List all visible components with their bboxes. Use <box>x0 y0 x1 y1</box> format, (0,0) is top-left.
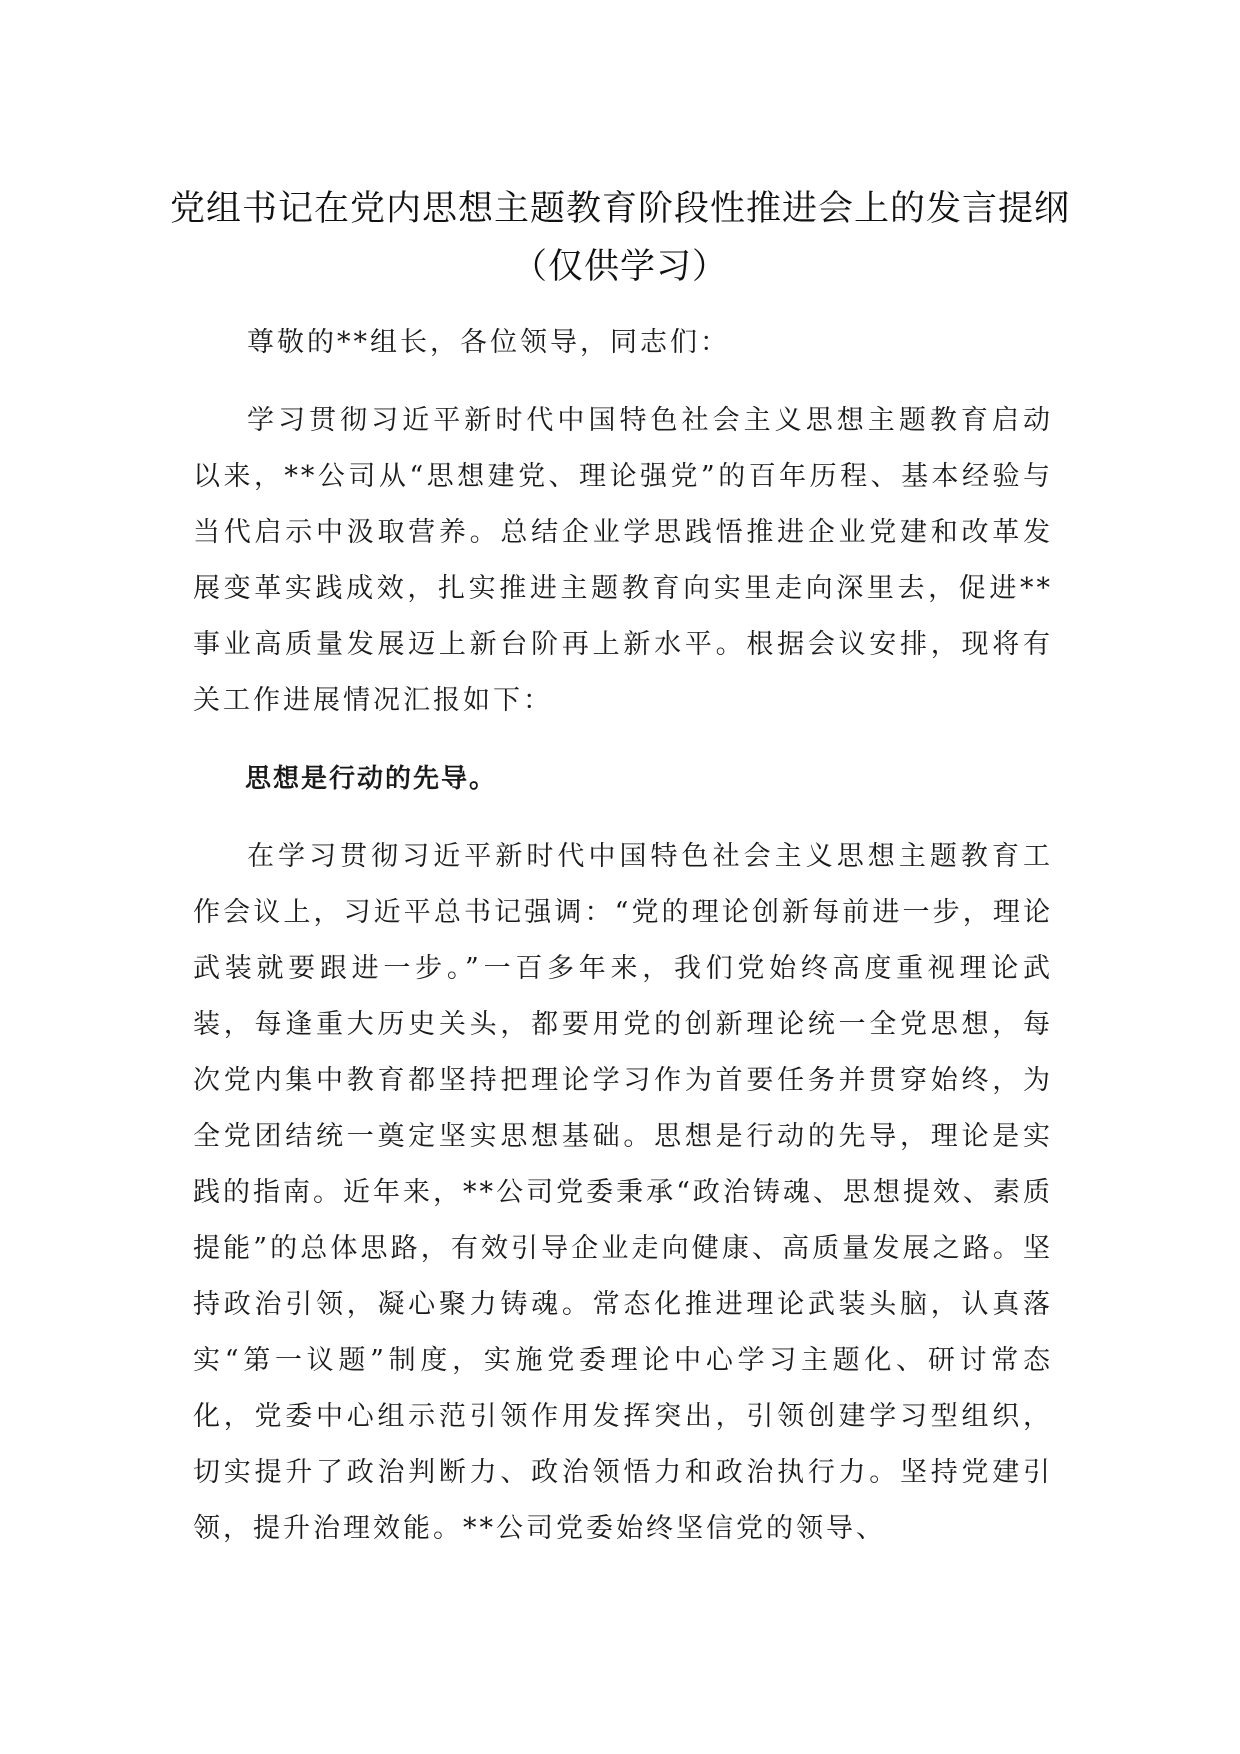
salutation: 尊敬的**组长，各位领导，同志们： <box>247 327 730 358</box>
paragraph-body: 在学习贯彻习近平新时代中国特色社会主义思想主题教育工作会议上，习近平总书记强调：“党的理论创新每前进一步，理论武装就要跟进一步。”一百多年来，我们党始终高度重视理论武装，每逢重大历史关头，都要用党的创新理论统一全党思想，每次党内集中教育都坚持把理论学习作为首要任务并贯穿始终，为全党团结统一奠定坚实思想基础。思想是行动的先导，理论是实践的指南。近年来，**公司党委秉承“政治铸魂、思想提效、素质提能”的总体思路，有效引导企业走向健康、高质量发展之路。坚持政治引领，凝心聚力铸魂。常态化推进理论武装头脑，认真落实“第一议题”制度，实施党委理论中心学习主题化、研讨常态化，党委中心组示范引领作用发挥突出，引领创建学习型组织，切实提升了政治判断力、政治领悟力和政治执行力。坚持党建引领，提升治理效能。**公司党委始终坚信党的领导、 <box>193 841 1053 1544</box>
title-subtitle: （仅供学习） <box>511 247 728 287</box>
document-body <box>193 315 1053 1557</box>
section-heading: 思想是行动的先导。 <box>245 764 498 794</box>
document-title <box>0 180 1240 296</box>
paragraph-intro: 学习贯彻习近平新时代中国特色社会主义思想主题教育启动以来，**公司从“思想建党、理论强党”的百年历程、基本经验与当代启示中汲取营养。总结企业学思践悟推进企业党建和改革发展变革实践成效，扎实推进主题教育向实里走向深里去，促进**事业高质量发展迈上新台阶再上新水平。根据会议安排，现将有关工作进展情况汇报如下： <box>193 405 1053 716</box>
title-main: 党组书记在党内思想主题教育阶段性推进会上的发言提纲 <box>169 189 1070 229</box>
